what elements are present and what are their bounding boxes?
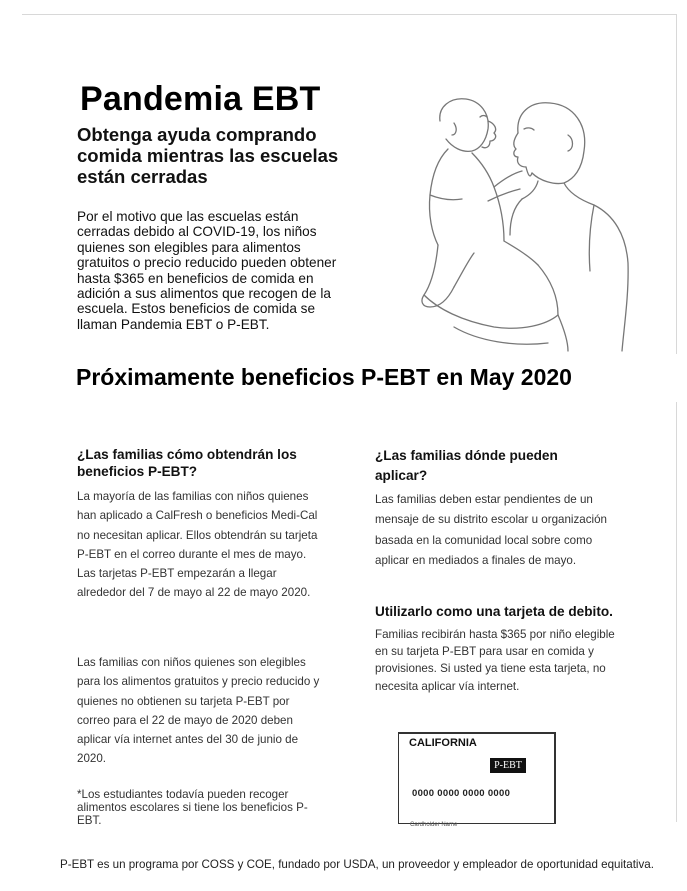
page-border-top	[22, 14, 677, 15]
footnote-students: *Los estudiantes todavía pueden recoger alimentos escolares si tiene los beneficios P-EBT.	[77, 788, 308, 827]
paragraph-how-obtain: La mayoría de las familias con niños quienes han aplicado a CalFresh o beneficios Medi-Cal no necesitan aplicar. Ellos obtendrán su tarjeta P-EBT en el correo durante el mes de mayo. Las tarjetas P-EBT empezarán a llegar alrededor del 7 de mayo al 22 de mayo 2020.	[77, 490, 318, 600]
page-border-right-lower	[676, 402, 677, 822]
footer-disclaimer: P-EBT es un programa por COSS y COE, fundado por USDA, un proveedor y empleador de oportunidad equitativa.	[60, 858, 654, 871]
parent-carrying-child-illustration	[418, 95, 630, 353]
paragraph-debit-card: Familias recibirán hasta $365 por niño elegible en su tarjeta P-EBT para usar en comida y provisiones. Si usted ya tiene esta tarjeta, no necesita aplicar vía internet.	[375, 628, 615, 693]
card-number: 0000 0000 0000 0000	[412, 788, 511, 799]
card-state-label: CALIFORNIA	[409, 737, 477, 749]
card-holder-label: Cardholder Name	[410, 822, 458, 828]
banner-headline: Próximamente beneficios P-EBT en May 2020	[76, 364, 572, 390]
section-heading-how-obtain: ¿Las familias cómo obtendrán los beneficios P-EBT?	[77, 447, 297, 479]
section-heading-debit-card: Utilizarlo como una tarjeta de debito.	[375, 604, 613, 619]
paragraph-where-apply: Las familias deben estar pendientes de un mensaje de su distrito escolar u organización basada en la comunidad local sobre como aplicar en mediados a finales de mayo.	[375, 493, 607, 567]
page-subtitle: Obtenga ayuda comprando comida mientras las escuelas están cerradas	[77, 124, 339, 187]
page-title: Pandemia EBT	[80, 80, 321, 118]
intro-paragraph: Por el motivo que las escuelas están cerradas debido al COVID-19, los niños quienes son elegibles para alimentos gratuitos o precio reducido pueden obtener hasta $365 en beneficios de comida en adición a sus alimentos que recogen de la escuela. Estos beneficios de comida se llaman Pandemia EBT o P-EBT.	[77, 209, 337, 332]
page-border-right	[676, 14, 677, 354]
paragraph-apply-online: Las familias con niños quienes son elegibles para los alimentos gratuitos y precio reducido y quienes no obtienen su tarjeta P-EBT por correo para el 22 de mayo de 2020 deben aplicar vía internet antes del 30 de junio de 2020.	[77, 656, 320, 766]
card-logo: P-EBT	[490, 758, 526, 773]
section-heading-where-apply: ¿Las familias dónde pueden aplicar?	[375, 448, 558, 483]
